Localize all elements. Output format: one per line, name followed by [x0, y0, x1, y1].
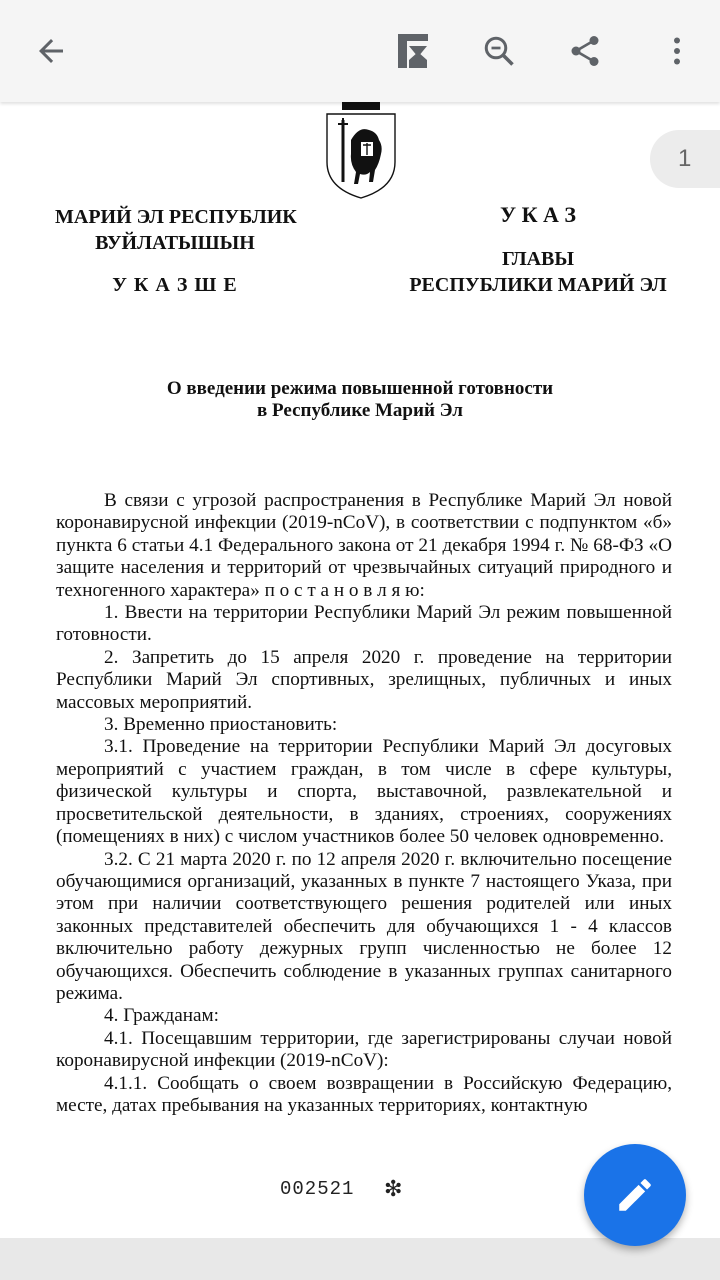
right-header-line-1: У К А З [499, 202, 577, 227]
coat-of-arms-emblem [323, 102, 399, 200]
paragraph: В связи с угрозой распространения в Республике Марий Эл новой коронавирусной инфекции (2019-nCoV), в соответствии с подпунктом «б» пункта 6 статьи 4.1 Федерального закона от 21 декабря 1994 г. № 68-ФЗ «О защите населения и территорий от чрезвычайных ситуаций природного и техногенного характера» п о с т а н о в л я ю: [56, 490, 672, 601]
search-icon [481, 33, 517, 69]
document-title-line-2: в Республике Марий Эл [257, 400, 463, 421]
bottom-gap [0, 1238, 720, 1280]
paragraph: 4.1. Посещавшим территории, где зарегистрированы случаи новой коронавирусной инфекции (2019-nCoV): [56, 1027, 672, 1072]
edit-fab-button[interactable] [584, 1144, 686, 1246]
right-header-line-2: ГЛАВЫ [501, 248, 575, 270]
paragraph: 3.1. Проведение на территории Республики Марий Эл досуговых мероприятий с участием граждан, в том числе в сфере культуры, физической культуры и спорта, выставочной, развлекательной и просветительской деятельности, в зданиях, строениях, сооружениях (помещениях в них) с числом участников более 50 человек одновременно. [56, 736, 672, 848]
serial-number: 002521 [280, 1178, 355, 1200]
document-page[interactable] [0, 102, 720, 1238]
back-button[interactable] [26, 26, 76, 76]
serial-mark: ❇ [384, 1176, 403, 1201]
paragraph: 3. Временно приостановить: [104, 714, 338, 736]
paragraph: 1. Ввести на территории Республики Марий Эл режим повышенной готовности. [56, 602, 672, 646]
drive-button[interactable] [388, 26, 438, 76]
paragraph: 4. Гражданам: [104, 1005, 219, 1027]
right-header-line-3: РЕСПУБЛИКИ МАРИЙ ЭЛ [409, 274, 667, 296]
google-drive-icon [397, 33, 429, 69]
paragraph: 3.2. С 21 марта 2020 г. по 12 апреля 2020 г. включительно посещение обучающимися организаций, указанных в пункте 7 настоящего Указа, при этом при наличии соответствующего решения родителей или иных законных представителей обеспечить для обучающихся 1 - 4 классов включительно работу дежурных групп численностью не более 12 обучающихся. Обеспечить соблюдение в указанных группах санитарного режима. [56, 848, 672, 1004]
share-icon [567, 33, 603, 69]
more-options-button[interactable] [652, 26, 702, 76]
document-body [56, 490, 672, 1117]
page-number-indicator: 1 [650, 130, 720, 188]
left-header-line-2: ВУЙЛАТЫШЫН [95, 232, 255, 254]
edit-pencil-icon [614, 1174, 656, 1216]
document-title-line-1: О введении режима повышенной готовности [166, 378, 554, 399]
top-app-bar [0, 0, 720, 102]
search-button[interactable] [474, 26, 524, 76]
arrow-back-icon [33, 33, 69, 69]
paragraph: 4.1.1. Сообщать о своем возвращении в Российскую Федерацию, месте, датах пребывания на указанных территориях, контактную [56, 1072, 672, 1116]
left-header-line-3: У К А З Ш Е [112, 274, 238, 296]
more-vert-icon [659, 33, 695, 69]
left-header-line-1: МАРИЙ ЭЛ РЕСПУБЛИК [55, 206, 297, 228]
paragraph: 2. Запретить до 15 апреля 2020 г. проведение на территории Республики Марий Эл спортивных, зрелищных, публичных и иных массовых мероприятий. [56, 646, 672, 713]
share-button[interactable] [560, 26, 610, 76]
